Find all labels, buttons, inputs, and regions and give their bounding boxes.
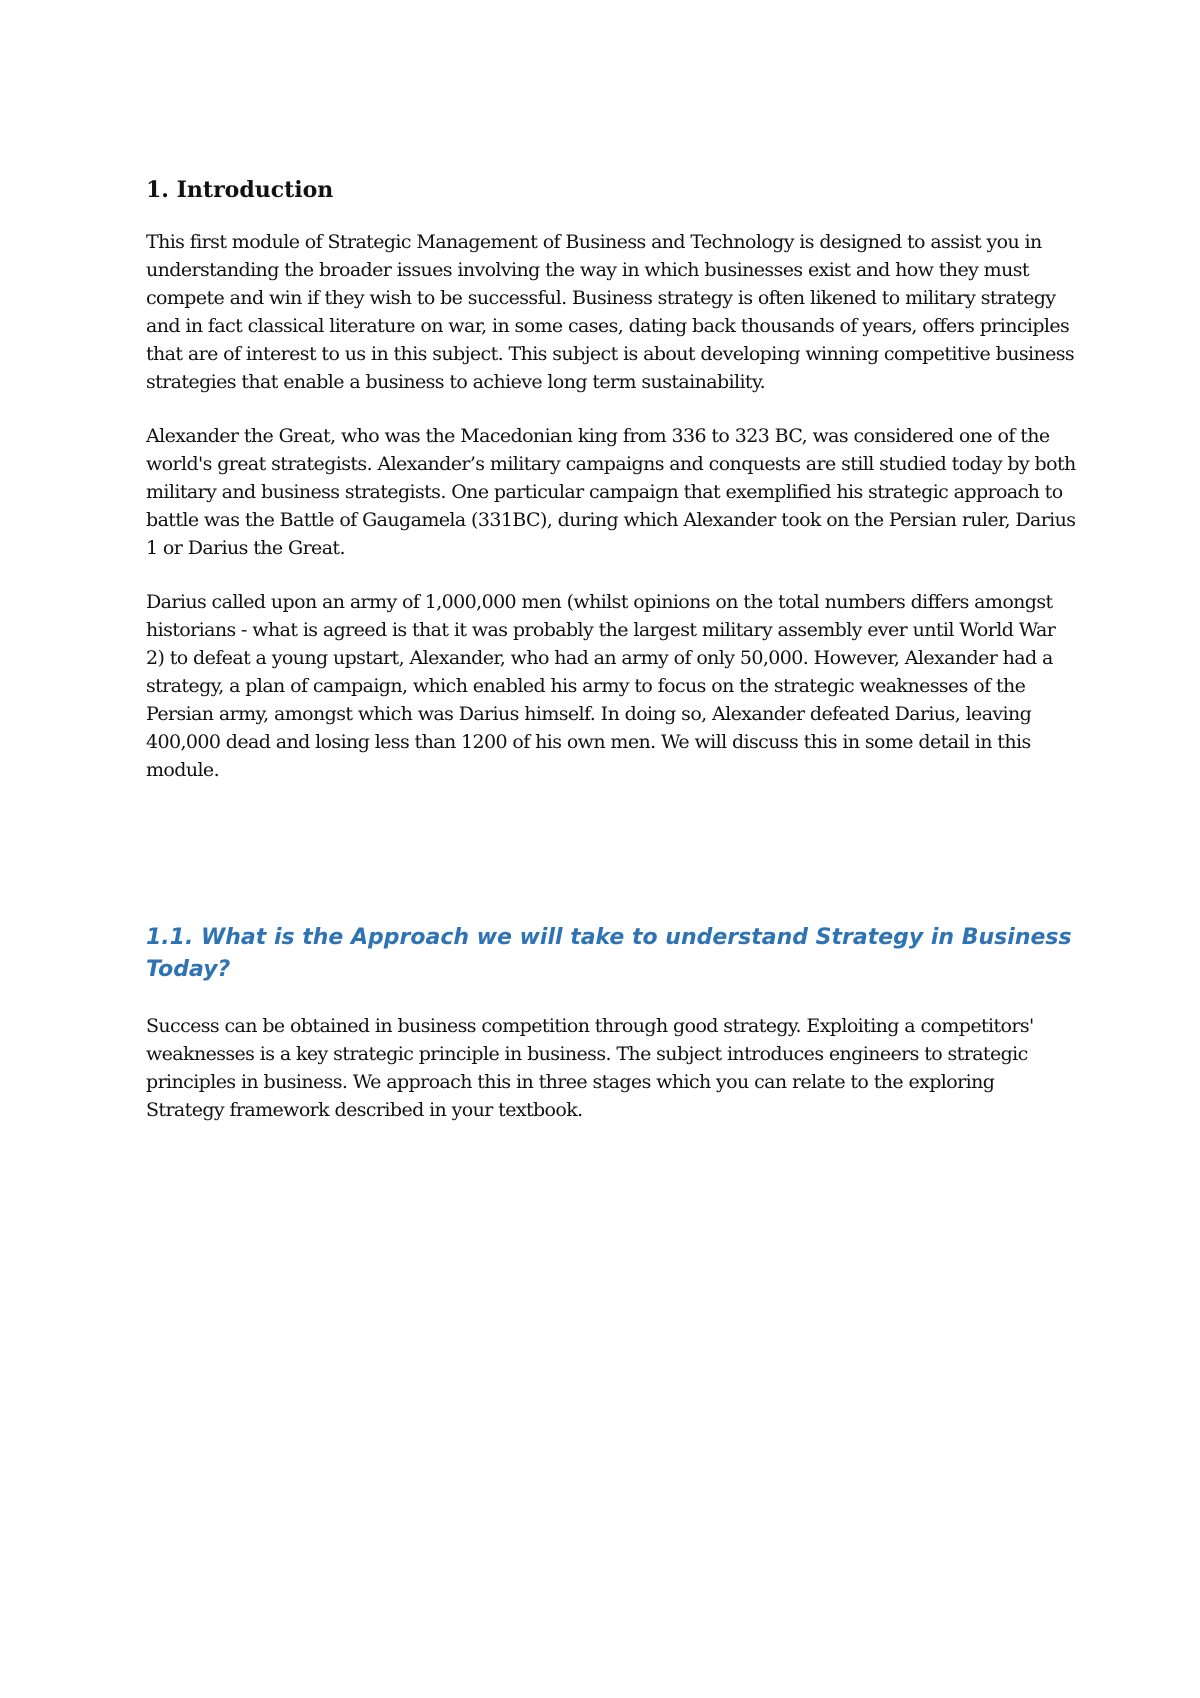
document-body	[146, 174, 1076, 1150]
section-spacer	[146, 810, 1076, 922]
section-heading-approach: 1.1. What is the Approach we will take to understand Strategy in Business Today?	[146, 925, 1072, 982]
paragraph-intro-module: This first module of Strategic Management of Business and Technology is designed to assist you in understanding the broader issues involving the way in which businesses exist and how they must compete and win if they wish to be successful. Business strategy is often likened to military strategy and in fact classical literature on war, in some cases, dating back thousands of years, offers principles that are of interest to us in this subject. This subject is about developing winning competitive business strategies that enable a business to achieve long term sustainability.	[146, 231, 1075, 393]
paragraph-darius: Darius called upon an army of 1,000,000 men (whilst opinions on the total numbers differs amongst historians - what is agreed is that it was probably the largest military assembly ever until World War 2) to defeat a young upstart, Alexander, who had an army of only 50,000. However, Alexander had a strategy, a plan of campaign, which enabled his army to focus on the strategic weaknesses of the Persian army, amongst which was Darius himself. In doing so, Alexander defeated Darius, leaving 400,000 dead and losing less than 1200 of his own men. We will discuss this in some detail in this module.	[146, 591, 1056, 781]
paragraph-alexander: Alexander the Great, who was the Macedonian king from 336 to 323 BC, was considered one of the world's great strategists. Alexander’s military campaigns and conquests are still studied today by both military and business strategists. One particular campaign that exemplified his strategic approach to battle was the Battle of Gaugamela (331BC), during which Alexander took on the Persian ruler, Darius 1 or Darius the Great.	[146, 425, 1076, 559]
paragraph-approach: Success can be obtained in business competition through good strategy. Exploiting a competitors' weaknesses is a key strategic principle in business. The subject introduces engineers to strategic principles in business. We approach this in three stages which you can relate to the exploring Strategy framework described in your textbook.	[146, 1015, 1034, 1121]
section-heading-introduction: 1. Introduction	[146, 177, 334, 203]
